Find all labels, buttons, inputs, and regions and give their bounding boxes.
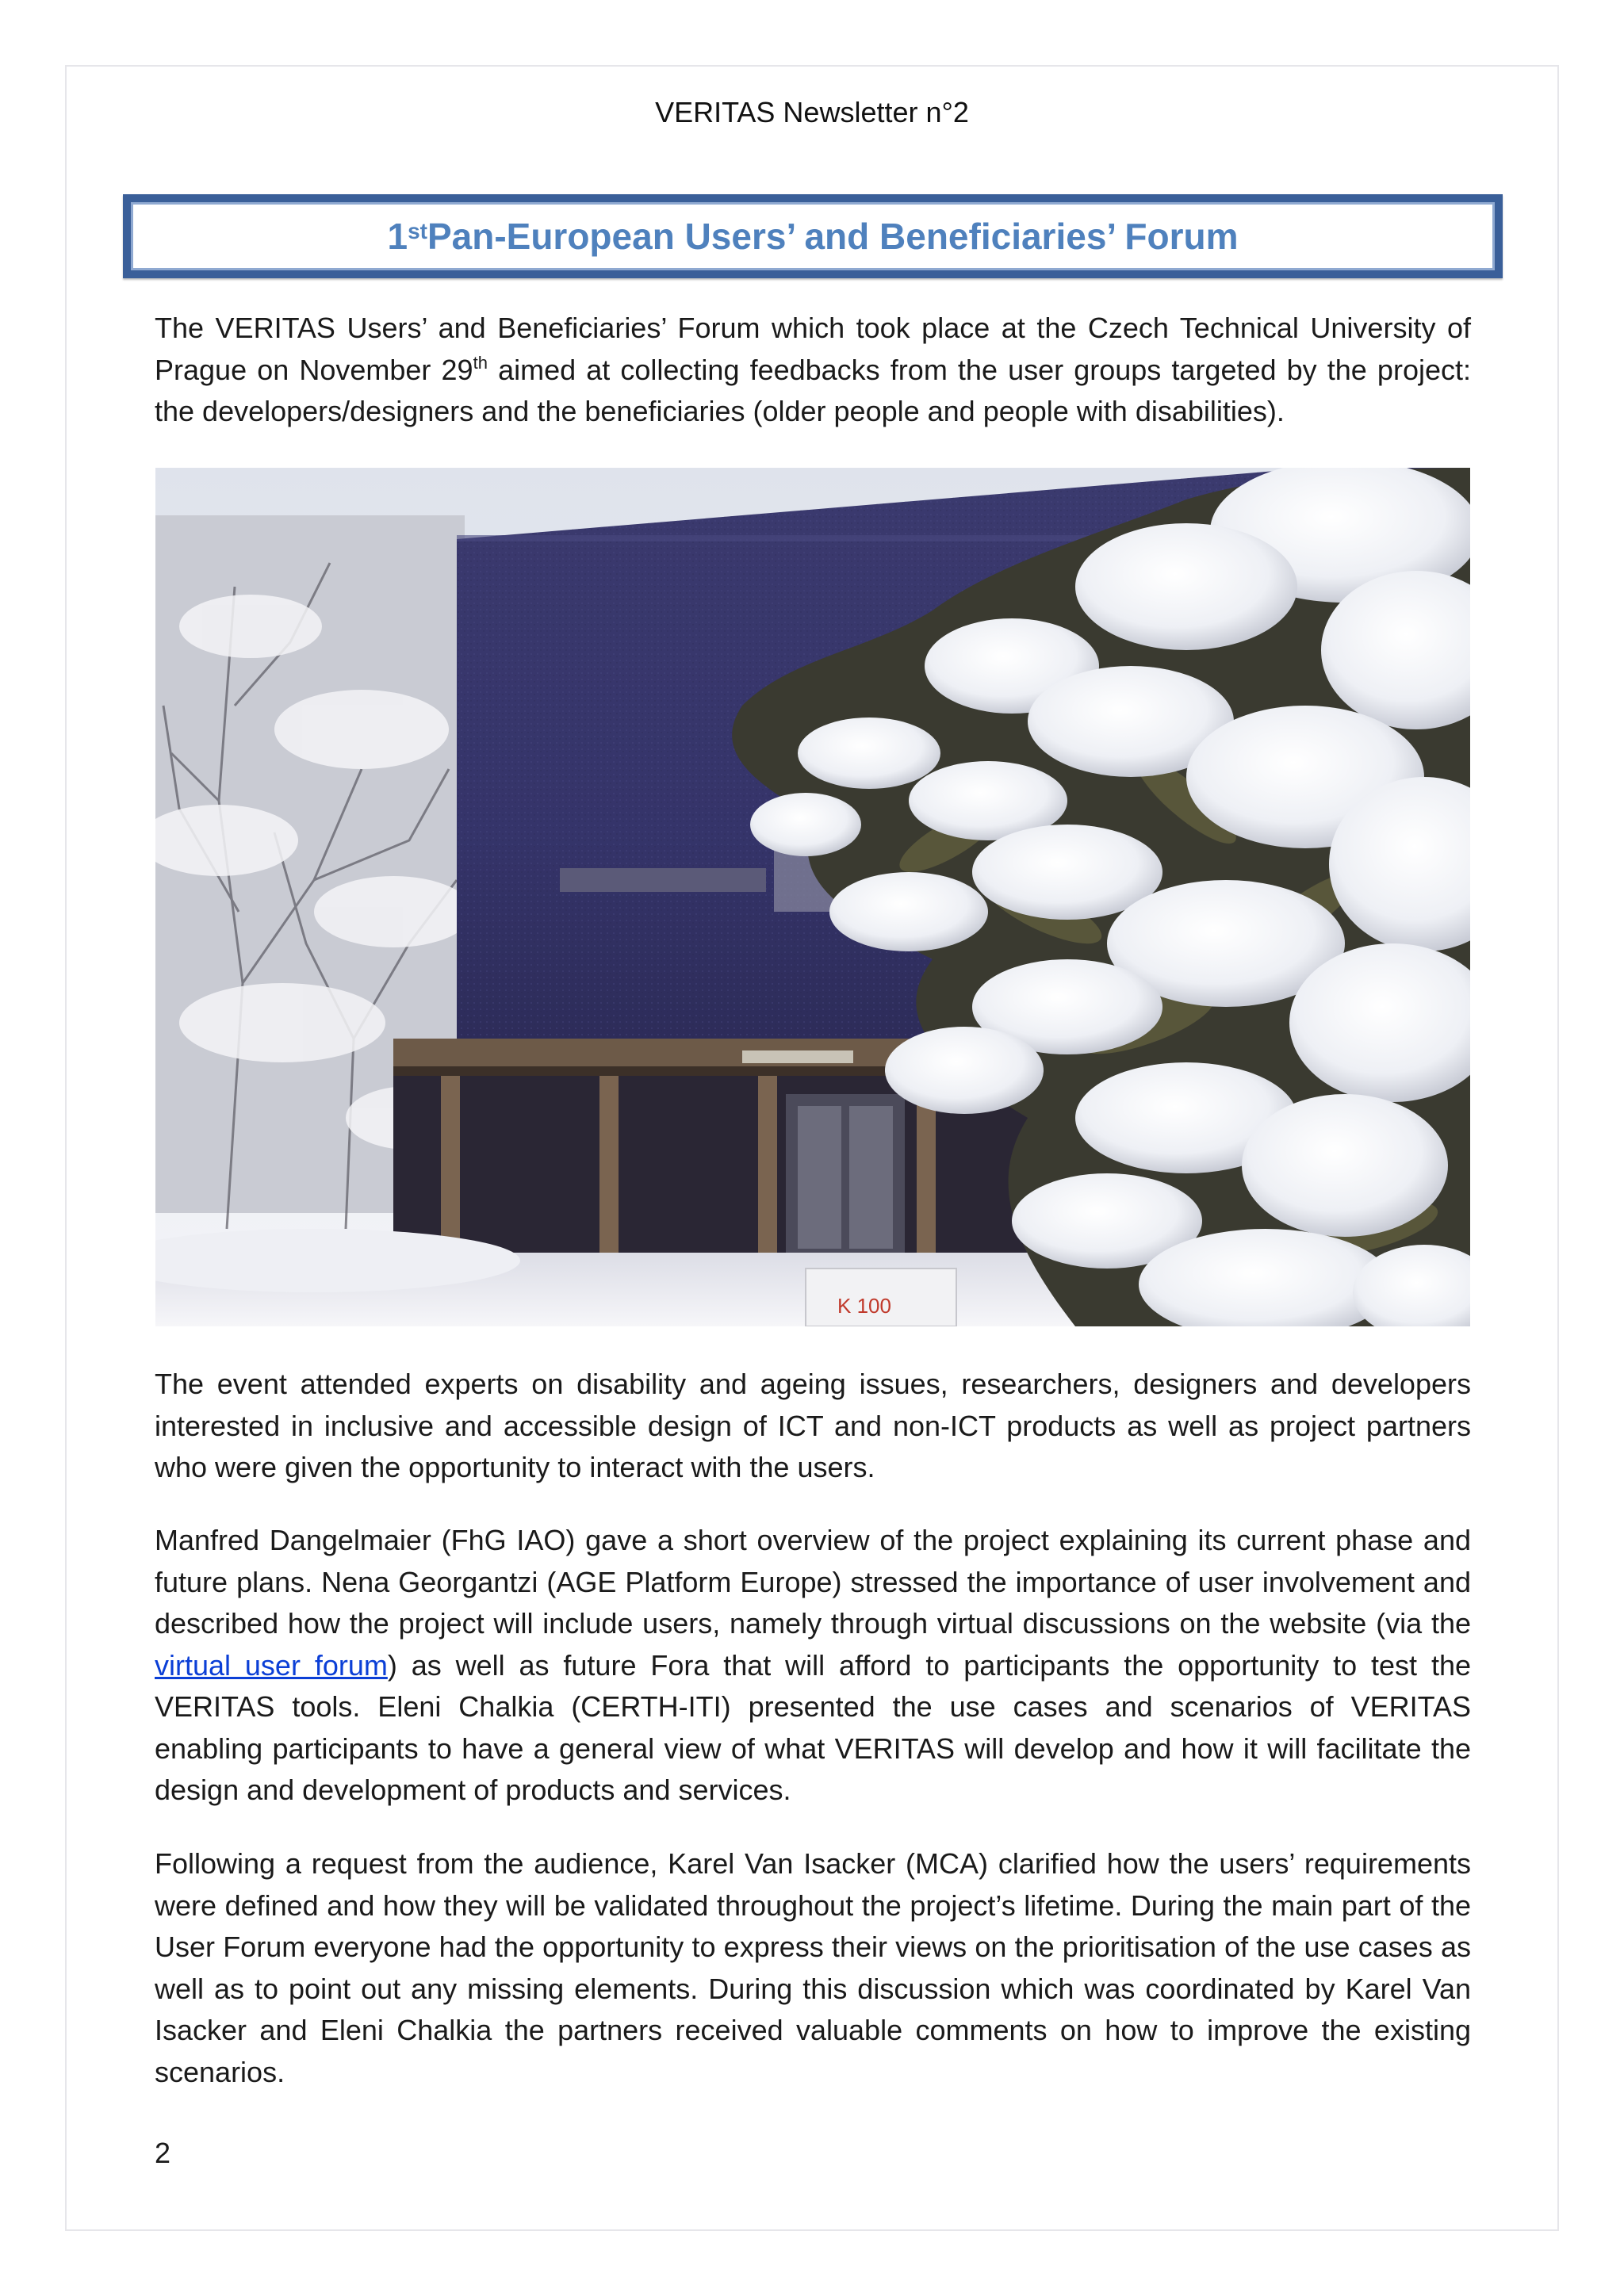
snowy-building-image: [155, 468, 1470, 1326]
section-title-text: Pan-European Users’ and Beneficiaries’ Forum: [427, 216, 1239, 257]
paragraph-discussion: Following a request from the audience, Karel Van Isacker (MCA) clarified how the users’ requirements were defined and how they will be validated throughout the project’s lifetime. During the main part of the User Forum everyone had the opportunity to express their views on the prioritisation of the use cases as well as to point out any missing elements. During this discussion which was coordinated by Karel Van Isacker and Eleni Chalkia the partners received valuable comments on how to improve the existing scenarios.: [155, 1847, 1471, 2088]
intro-text-part-1: The VERITAS Users’ and Beneficiaries’ Forum which took place at the Czech Technical University of Prague on November 29: [155, 312, 1471, 386]
newsletter-header: VERITAS Newsletter n°2: [655, 96, 969, 128]
section-title-number: 1: [387, 216, 408, 257]
intro-paragraph: [155, 308, 1471, 433]
section-title-box: [123, 194, 1503, 278]
event-photo: [155, 468, 1470, 1326]
intro-superscript: th: [473, 352, 488, 373]
sign-text: K 100: [837, 1294, 891, 1318]
paragraph-event-attendees: The event attended experts on disability and ageing issues, researchers, designers and developers interested in inclusive and accessible design of ICT and non-ICT products as well as project partners who were given the opportunity to interact with the users.: [155, 1368, 1471, 1483]
paragraph-presentations: [155, 1520, 1471, 1812]
page-number: 2: [155, 2137, 171, 2169]
intro-text-part-2: aimed at collecting feedbacks from the user groups targeted by the project: the developers/designers and the beneficiaries (older people and people with disabilities).: [155, 353, 1471, 427]
paragraph-presentations-text-1: Manfred Dangelmaier (FhG IAO) gave a short overview of the project explaining its current phase and future plans. Nena Georgantzi (AGE Platform Europe) stressed the importance of user involvement and described how the project will include users, namely through virtual discussions on the website (via the: [155, 1524, 1471, 1640]
section-title: [131, 202, 1495, 270]
paragraph-presentations-text-2: ) as well as future Fora that will afford to participants the opportunity to test the VERITAS tools. Eleni Chalkia (CERTH-ITI) presented the use cases and scenarios of VERITAS enabling participants to have a general view of what VERITAS will develop and how it will facilitate the design and development of products and services.: [155, 1648, 1471, 1806]
virtual-user-forum-link[interactable]: virtual user forum: [155, 1648, 388, 1682]
section-title-superscript: st: [408, 219, 427, 243]
